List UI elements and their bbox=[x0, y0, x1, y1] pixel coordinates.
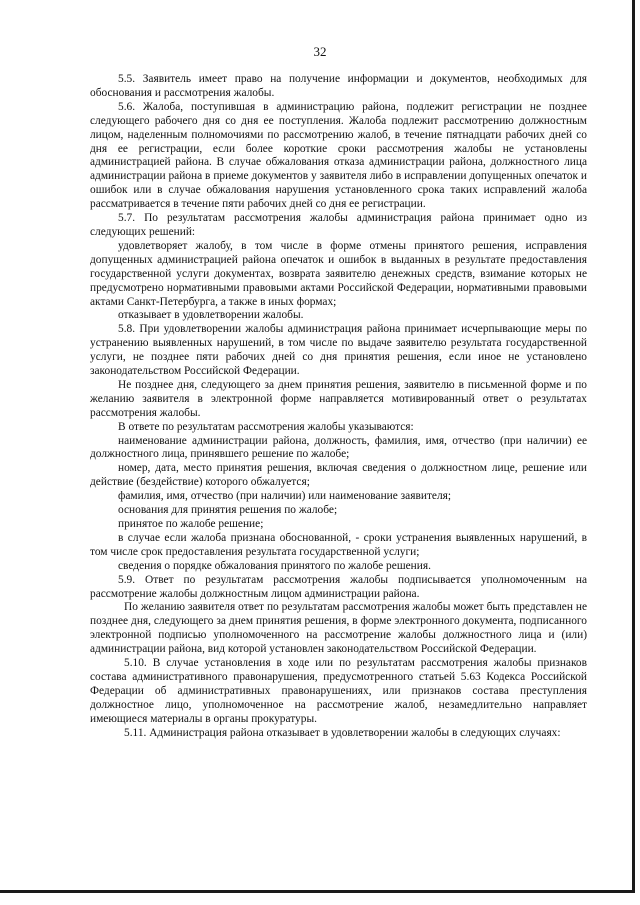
paragraph-electronic-response: По желанию заявителя ответ по результатам рассмотрения жалобы может быть представлен не позднее дня, следующего за днем принятия решения, в форме электронного документа, подписанного электронной подписью уполномоченного на рассмотрение жалобы должностного лица и (или) администрации района, вид которой установлен законодательством Российской Федерации. bbox=[90, 601, 587, 656]
list-item-grounds: основания для принятия решения по жалобе; bbox=[118, 504, 338, 517]
list-item-appeal-procedure: сведения о порядке обжалования принятого по жалобе решения. bbox=[118, 559, 431, 572]
decision-satisfy: удовлетворяет жалобу, в том числе в форме отмены принятого решения, исправления допущенных администрацией района опечаток и ошибок в выданных в результате предоставления государственной услуги документах, возврата заявителю денежных средств, взимание которых не предусмотрено нормативными правовыми актами Российской Федерации, нормативными правовыми актами Санкт-Петербурга, а также в иных формах; bbox=[90, 239, 587, 308]
document-body bbox=[90, 73, 587, 741]
page-number: 32 bbox=[313, 44, 327, 59]
paragraph-5-7: 5.7. По результатам рассмотрения жалобы администрация района принимает одно из следующих решений: bbox=[90, 212, 587, 238]
paragraph-response-contents: В ответе по результатам рассмотрения жалобы указываются: bbox=[118, 420, 414, 433]
scan-edge-right bbox=[632, 0, 635, 893]
list-item-authority-name: наименование администрации района, должность, фамилия, имя, отчество (при наличии) ее должностного лица, принявшего решение по жалобе; bbox=[90, 434, 587, 461]
paragraph-5-9: 5.9. Ответ по результатам рассмотрения жалобы подписывается уполномоченным на рассмотрение жалобы должностным лицом администрации района. bbox=[90, 573, 587, 600]
paragraph-response-deadline: Не позднее дня, следующего за днем принятия решения, заявителю в письменной форме и по желанию заявителя в электронной форме направляется мотивированный ответ о результатах рассмотрения жалобы. bbox=[90, 378, 587, 419]
paragraph-5-6: 5.6. Жалоба, поступившая в администрацию района, подлежит регистрации не позднее следующего рабочего дня со дня ее поступления. Жалоба подлежит рассмотрению должностным лицом, наделенным полномочиями по рассмотрению жалоб, в течение пятнадцати рабочих дней со дня ее регистрации, если более короткие сроки рассмотрения жалобы не установлены администрацией района. В случае обжалования отказа администрации района, должностного лица администрации района в приеме документов у заявителя либо в исправлении допущенных опечаток и ошибок или в случае обжалования нарушения установленного срока таких исправлений жалоба рассматривается в течение пяти рабочих дней со дня ее регистрации. bbox=[90, 100, 587, 211]
list-item-applicant-name: фамилия, имя, отчество (при наличии) или наименование заявителя; bbox=[118, 490, 452, 503]
list-item-decision: принятое по жалобе решение; bbox=[118, 518, 264, 530]
scan-edge-bottom bbox=[0, 890, 633, 893]
paragraph-5-10: 5.10. В случае установления в ходе или по результатам рассмотрения жалобы признаков состава административного правонарушения, предусмотренного статьей 5.63 Кодекса Российской Федерации об административных правонарушениях, или признаков состава преступления должностное лицо, уполномоченное на рассмотрение жалоб, незамедлительно направляет имеющиеся материалы в органы прокуратуры. bbox=[90, 657, 587, 725]
list-item-deadlines: в случае если жалоба признана обоснованной, - сроки устранения выявленных нарушений, в том числе срок предоставления результата государственной услуги; bbox=[90, 531, 587, 558]
paragraph-5-8: 5.8. При удовлетворении жалобы администрация района принимает исчерпывающие меры по устранению выявленных нарушений, в том числе по выдаче заявителю результата государственной услуги, не позднее пяти рабочих дней со дня принятия решения, если иное не установлено законодательством Российской Федерации. bbox=[90, 323, 587, 378]
list-item-decision-details: номер, дата, место принятия решения, включая сведения о должностном лице, решение или действие (бездействие) которого обжалуется; bbox=[90, 462, 587, 489]
decision-refuse: отказывает в удовлетворении жалобы. bbox=[118, 309, 304, 322]
paragraph-5-5: 5.5. Заявитель имеет право на получение информации и документов, необходимых для обоснования и рассмотрения жалобы. bbox=[90, 73, 587, 99]
paragraph-5-11: 5.11. Администрация района отказывает в удовлетворении жалобы в следующих случаях: bbox=[124, 726, 561, 739]
